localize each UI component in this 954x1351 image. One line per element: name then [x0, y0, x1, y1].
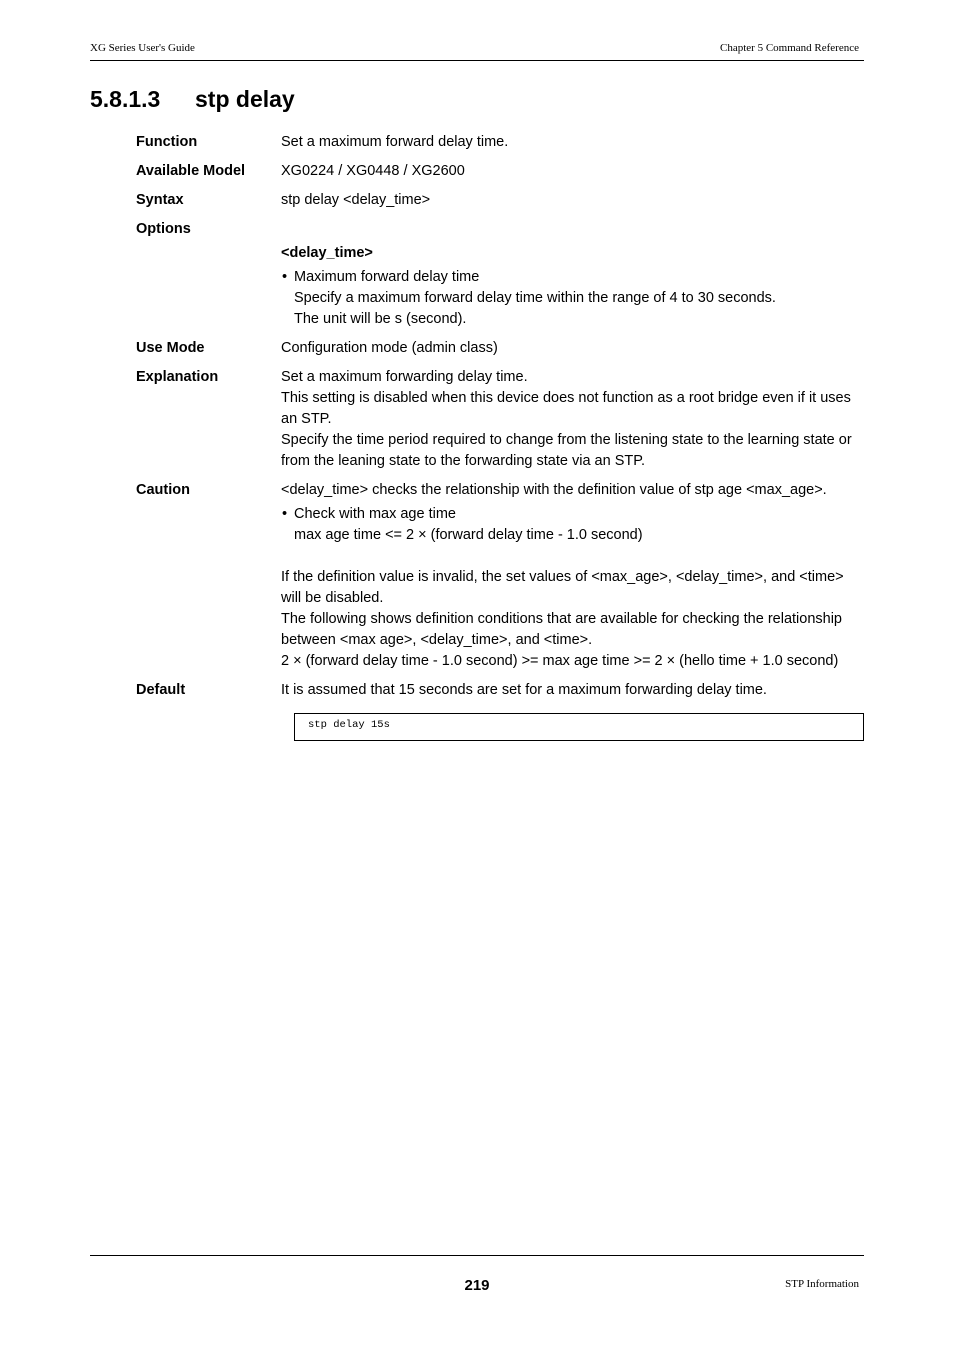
option-bullet-text: Maximum forward delay time: [294, 269, 480, 285]
default-row: [136, 680, 864, 741]
page-number: 219: [464, 1277, 490, 1294]
footer-section-name: STP Information: [785, 1278, 859, 1290]
options-body: [281, 219, 864, 330]
caution-bullet-text: Check with max age time: [294, 506, 456, 522]
section-number: 5.8.1.3: [90, 86, 161, 112]
header-guide-title: XG Series User's Guide: [90, 42, 195, 54]
option-description-2: The unit will be s (second).: [294, 311, 467, 327]
footer-divider: [90, 1255, 864, 1256]
default-label: Default: [136, 682, 186, 698]
code-example-box: stp delay 15s: [294, 713, 864, 741]
function-text: Set a maximum forward delay time.: [281, 134, 509, 150]
syntax-label: Syntax: [136, 192, 184, 208]
options-row: [136, 219, 864, 330]
caution-intro: <delay_time> checks the relationship with the definition value of stp age <max_age>.: [281, 482, 827, 498]
syntax-text: stp delay <delay_time>: [281, 192, 431, 208]
explanation-row: [136, 367, 864, 472]
caution-label: Caution: [136, 482, 190, 498]
option-bullet: [281, 267, 864, 330]
explanation-label: Explanation: [136, 369, 219, 385]
use-mode-row: [136, 338, 864, 359]
option-parameter-name: <delay_time>: [281, 245, 373, 261]
model-text: XG0224 / XG0448 / XG2600: [281, 163, 465, 179]
syntax-row: [136, 190, 864, 211]
function-label: Function: [136, 134, 198, 150]
explanation-body: [281, 367, 864, 472]
use-mode-text: Configuration mode (admin class): [281, 340, 498, 356]
model-row: [136, 161, 864, 182]
default-body: [281, 680, 864, 741]
caution-body: [281, 480, 864, 672]
header-divider: [90, 60, 864, 61]
explanation-paragraph: Set a maximum forwarding delay time.: [281, 369, 528, 385]
caution-paragraph: The following shows definition conditions that are available for checking the relationship between <max age>, <delay_time>, and <time>.: [281, 611, 842, 648]
options-label: Options: [136, 221, 191, 237]
caution-formula: max age time <= 2 × (forward delay time - 1.0 second): [294, 527, 643, 543]
bullet-marker: •: [282, 269, 288, 285]
default-text: It is assumed that 15 seconds are set for a maximum forwarding delay time.: [281, 682, 767, 698]
section-heading: [90, 86, 295, 113]
command-reference-body: [136, 132, 864, 749]
section-title: stp delay: [195, 86, 295, 112]
explanation-paragraph: Specify the time period required to change from the listening state to the learning state or from the leaning state to the forwarding state via an STP.: [281, 432, 852, 469]
explanation-paragraph: This setting is disabled when this device does not function as a root bridge even if it uses an STP.: [281, 390, 851, 427]
caution-paragraph: If the definition value is invalid, the set values of <max_age>, <delay_time>, and <time> will be disabled.: [281, 569, 844, 606]
use-mode-label: Use Mode: [136, 340, 205, 356]
function-row: [136, 132, 864, 153]
bullet-marker: •: [282, 506, 288, 522]
option-description-1: Specify a maximum forward delay time within the range of 4 to 30 seconds.: [294, 290, 776, 306]
caution-row: [136, 480, 864, 672]
header-chapter-title: Chapter 5 Command Reference: [720, 42, 859, 54]
caution-paragraph: 2 × (forward delay time - 1.0 second) >= max age time >= 2 × (hello time + 1.0 second): [281, 653, 839, 669]
model-label: Available Model: [136, 163, 246, 179]
caution-bullet: [281, 504, 864, 546]
